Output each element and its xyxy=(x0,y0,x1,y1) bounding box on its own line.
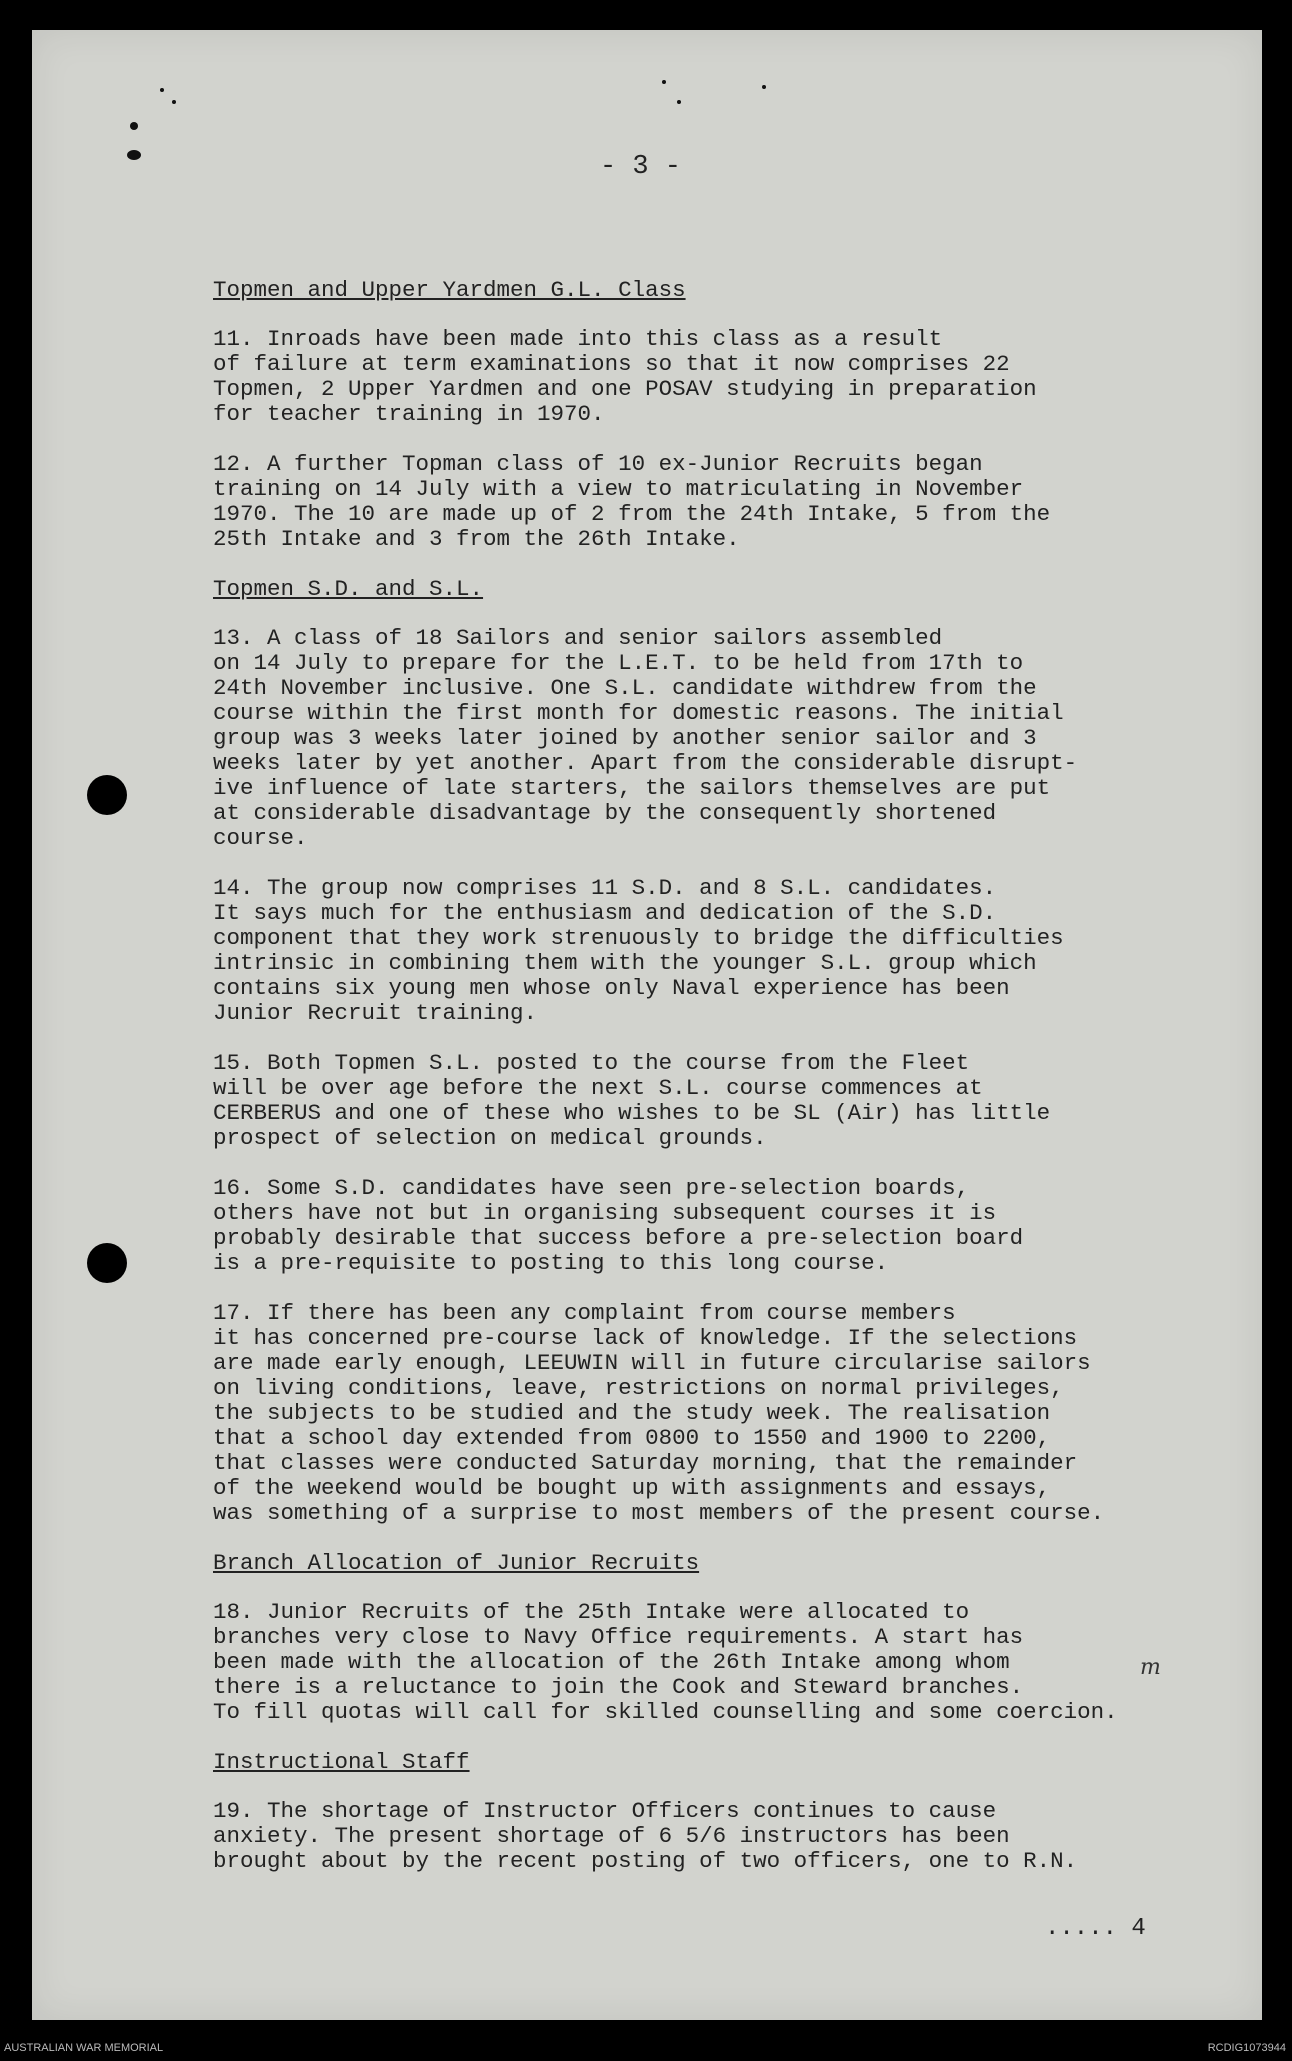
punch-hole xyxy=(87,1243,127,1283)
section-heading: Topmen and Upper Yardmen G.L. Class xyxy=(213,277,686,303)
section-heading: Topmen S.D. and S.L. xyxy=(213,576,484,602)
paragraph-12: 12. A further Topman class of 10 ex-Junior Recruits began training on 14 July with a view to matriculating in November 1970. The 10 are made up of 2 from the 24th Intake, 5 from the 25th Intake and 3 from the 26th Intake. xyxy=(213,451,1051,552)
section-heading: Instructional Staff xyxy=(213,1749,470,1775)
paragraph-19: 19. The shortage of Instructor Officers continues to cause anxiety. The present shortage of 6 5/6 instructors has been brought about by the recent posting of two officers, one to R.N. xyxy=(213,1798,1078,1874)
paper-blemish xyxy=(160,88,164,92)
paper-blemish xyxy=(127,150,141,160)
punch-hole xyxy=(87,775,127,815)
handwritten-mark: m xyxy=(1140,1655,1161,1680)
paragraph-17: 17. If there has been any complaint from course members it has concerned pre-course lack of knowledge. If the selections are made early enough, LEEUWIN will in future circularise sailors on living conditions, leave, restrictions on normal privileges, the subjects to be studied and the study week. The realisation that a school day extended from 0800 to 1550 and 1900 to 2200, that classes were conducted Saturday morning, that the remainder of the weekend would be bought up with assignments and essays, was something of a surprise to most members of the present course. xyxy=(213,1300,1105,1526)
paragraph-15: 15. Both Topmen S.L. posted to the course from the Fleet will be over age before the next S.L. course commences at CERBERUS and one of these who wishes to be SL (Air) has little prospect of selection on medical grounds. xyxy=(213,1050,1051,1151)
section-heading: Branch Allocation of Junior Recruits xyxy=(213,1550,700,1576)
paragraph-14: 14. The group now comprises 11 S.D. and 8 S.L. candidates. It says much for the enthusiasm and dedication of the S.D. component that they work strenuously to bridge the difficulties intrinsic in combining them with the younger S.L. group which contains six young men whose only Naval experience has been Junior Recruit training. xyxy=(213,875,1064,1026)
paper-blemish xyxy=(172,100,176,104)
continuation-marker: ..... 4 xyxy=(1045,1915,1146,1942)
paragraph-16: 16. Some S.D. candidates have seen pre-selection boards, others have not but in organising subsequent courses it is probably desirable that success before a pre-selection board is a pre-requisite to posting to this long course. xyxy=(213,1175,1024,1276)
document-body xyxy=(213,278,1233,1874)
paragraph-11: 11. Inroads have been made into this class as a result of failure at term examinations so that it now comprises 22 Topmen, 2 Upper Yardmen and one POSAV studying in preparation for teacher training in 1970. xyxy=(213,326,1037,427)
page-number: - 3 - xyxy=(600,152,682,182)
paper-blemish xyxy=(130,122,138,130)
paragraph-13: 13. A class of 18 Sailors and senior sailors assembled on 14 July to prepare for the L.E.T. to be held from 17th to 24th November inclusive. One S.L. candidate withdrew from the course within the first month for domestic reasons. The initial group was 3 weeks later joined by another senior sailor and 3 weeks later by yet another. Apart from the considerable disrupt- ive influence of late starters, the sailors themselves are put at considerable disadvantage by the consequently shortened course. xyxy=(213,625,1078,851)
footer-id: RCDIG1073944 xyxy=(1207,2042,1286,2054)
paper-blemish xyxy=(662,80,666,84)
footer-source: AUSTRALIAN WAR MEMORIAL xyxy=(4,2042,164,2054)
paper-blemish xyxy=(762,85,766,89)
paper-blemish xyxy=(677,100,681,104)
paragraph-18: 18. Junior Recruits of the 25th Intake were allocated to branches very close to Navy Office requirements. A start has been made with the allocation of the 26th Intake among whom there is a reluctance to join the Cook and Steward branches. To fill quotas will call for skilled counselling and some coercion. xyxy=(213,1599,1118,1725)
